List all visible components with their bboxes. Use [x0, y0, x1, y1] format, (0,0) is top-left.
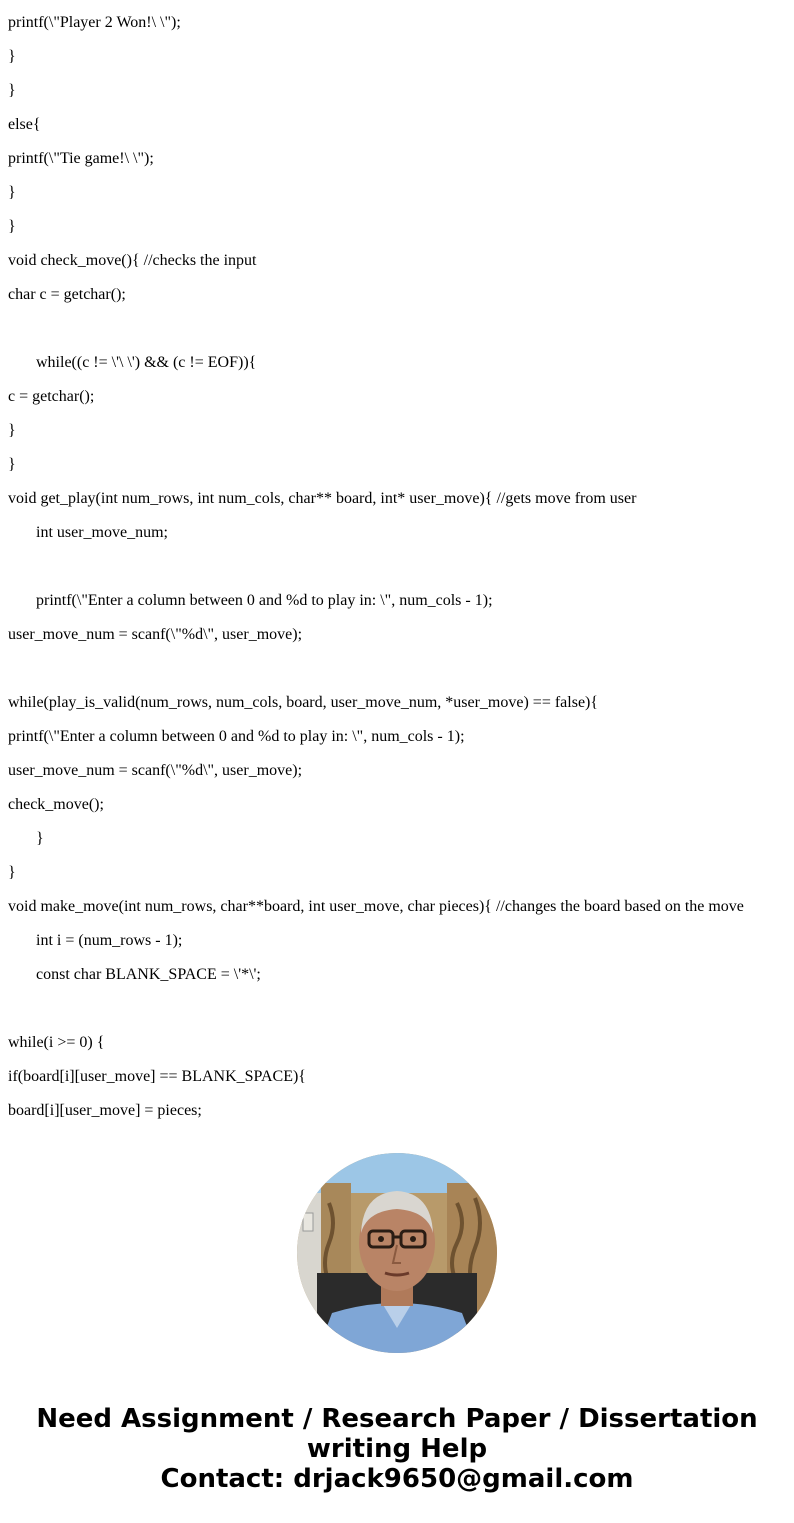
- promo-contact-line: Contact: drjack9650@gmail.com: [160, 1464, 634, 1494]
- promo-line-2: writing Help: [306, 1434, 488, 1464]
- code-line: else{: [8, 116, 41, 133]
- author-photo-icon: [297, 1153, 497, 1353]
- code-line: void check_move(){ //checks the input: [8, 252, 257, 269]
- code-line-blank: [8, 312, 788, 346]
- code-line: printf(\"Enter a column between 0 and %d to play in: \", num_cols - 1);: [8, 728, 465, 745]
- code-line: }: [8, 456, 16, 473]
- code-line: }: [8, 82, 16, 99]
- code-line: while((c != \'\ \') && (c != EOF)){: [36, 354, 257, 371]
- code-line: }: [8, 218, 16, 235]
- code-line-blank: [8, 992, 788, 1026]
- code-listing: [8, 6, 788, 1128]
- code-line: char c = getchar();: [8, 286, 126, 303]
- code-line: }: [8, 48, 16, 65]
- code-line: user_move_num = scanf(\"%d\", user_move);: [8, 762, 303, 779]
- code-line: if(board[i][user_move] == BLANK_SPACE){: [8, 1068, 306, 1085]
- code-line-blank: [8, 652, 788, 686]
- promo-line-1: Need Assignment / Research Paper / Dissertation: [36, 1404, 758, 1434]
- promo-banner: [0, 1404, 794, 1494]
- code-line-blank: [8, 550, 788, 584]
- code-line: printf(\"Tie game!\ \");: [8, 150, 154, 167]
- code-line: }: [8, 184, 16, 201]
- code-line: const char BLANK_SPACE = \'*\';: [36, 966, 261, 983]
- code-line: int i = (num_rows - 1);: [36, 932, 183, 949]
- code-line: printf(\"Player 2 Won!\ \");: [8, 14, 181, 31]
- code-line: while(play_is_valid(num_rows, num_cols, board, user_move_num, *user_move) == false){: [8, 694, 599, 711]
- code-line: void make_move(int num_rows, char**board, int user_move, char pieces){ //changes the board based on the move: [8, 898, 744, 915]
- code-line: }: [8, 422, 16, 439]
- code-line: int user_move_num;: [36, 524, 168, 541]
- code-line: void get_play(int num_rows, int num_cols, char** board, int* user_move){ //gets move from user: [8, 490, 637, 507]
- code-line: }: [36, 830, 44, 847]
- code-line: board[i][user_move] = pieces;: [8, 1102, 202, 1119]
- code-line: c = getchar();: [8, 388, 95, 405]
- author-avatar: [297, 1153, 497, 1353]
- code-line: user_move_num = scanf(\"%d\", user_move);: [8, 626, 303, 643]
- code-line: printf(\"Enter a column between 0 and %d to play in: \", num_cols - 1);: [36, 592, 493, 609]
- code-line: }: [8, 864, 16, 881]
- code-line: while(i >= 0) {: [8, 1034, 105, 1051]
- code-line: check_move();: [8, 796, 104, 813]
